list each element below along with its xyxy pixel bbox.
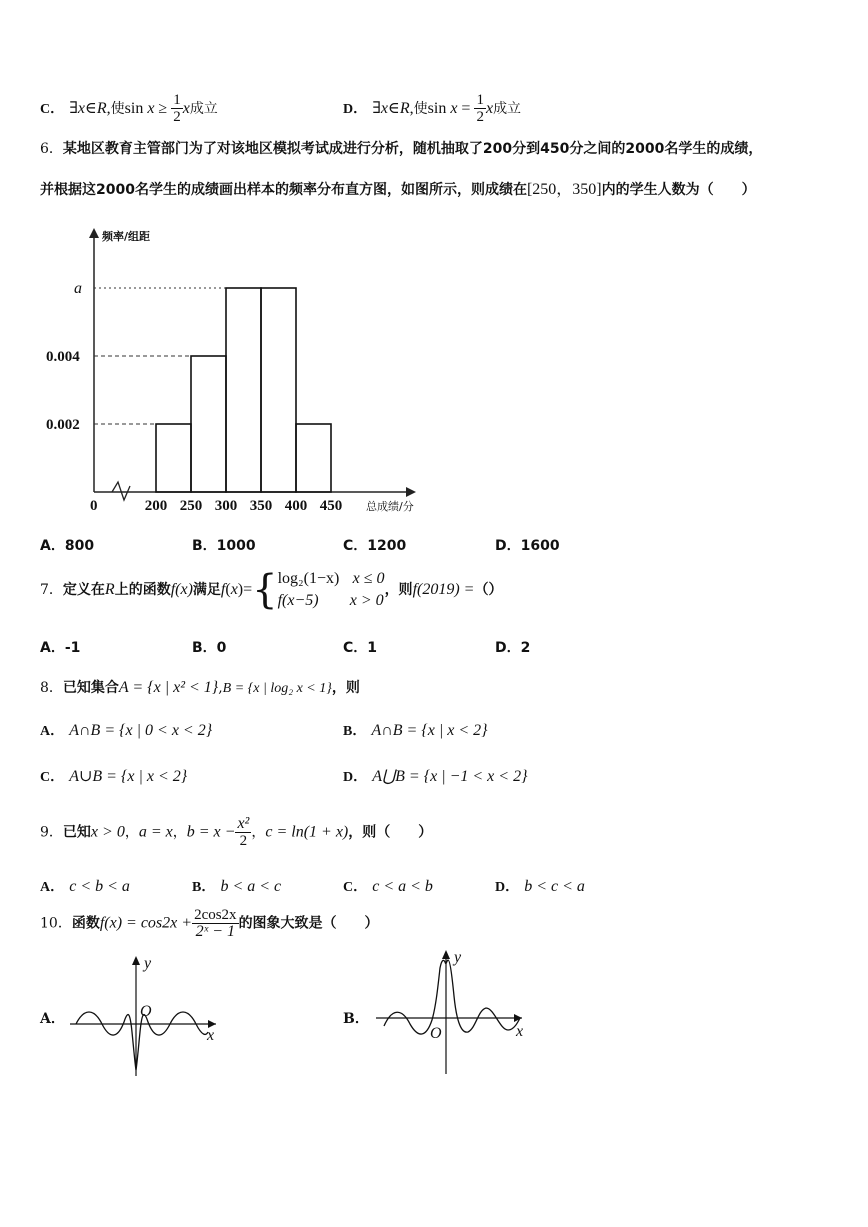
fraction: $\frac{1}{2}$	[476, 92, 484, 125]
piece-1: log₂(1−x)	[277, 570, 340, 587]
option-c: C．1200	[343, 538, 407, 554]
histogram-bar	[191, 356, 226, 492]
option-label: C．	[40, 770, 65, 785]
question-text: 已知集合	[62, 680, 119, 696]
histogram-bar	[226, 288, 261, 492]
y-tick-label: 0.004	[46, 349, 80, 365]
question-number: 7．	[40, 582, 63, 598]
y-arrow-icon	[89, 228, 99, 238]
histogram-bar	[156, 424, 191, 492]
numerator: x²	[237, 815, 250, 832]
set-b: B = {x | log₂ x < 1}	[222, 681, 332, 696]
math-text: ∃x∈R,	[372, 100, 414, 117]
math-text: b = x −	[186, 823, 236, 841]
option-label: C．	[40, 102, 65, 117]
origin-label: O	[140, 1003, 152, 1020]
fraction: $\frac{1}{2}$	[173, 92, 181, 125]
x-tick-label: 350	[249, 498, 273, 514]
option-value: A∩B = {x | x < 2}	[371, 722, 488, 739]
cn-text: 成立	[189, 101, 218, 117]
option-b: B．0	[192, 640, 227, 656]
y-tick-label: 0.002	[46, 417, 80, 433]
question-text: 并根据这2000名学生的成绩画出样本的频率分布直方图，如图所示，则成绩在	[40, 182, 527, 198]
option-c: C． c < a < b	[343, 878, 433, 895]
question-number: 8．	[40, 680, 63, 696]
cond-2: x > 0	[349, 592, 384, 609]
graph-b-label: B．	[343, 1011, 369, 1027]
set-a: A = {x | x² < 1}	[118, 679, 219, 696]
cn-text: 使	[110, 101, 125, 117]
question-text: 满足	[192, 582, 221, 598]
axis-break-icon	[112, 482, 130, 500]
option-a: A．800	[40, 538, 95, 554]
histogram-bar	[296, 424, 331, 492]
question-text: 已知	[62, 824, 91, 841]
x-tick-label: 0	[90, 498, 98, 514]
option-value: A⋃B = {x | −1 < x < 2}	[372, 768, 528, 785]
q8-option-a	[40, 720, 212, 740]
x-tick-label: 200	[144, 498, 168, 514]
question-text: 内的学生人数为（ ）	[601, 182, 756, 198]
math-text: x	[485, 100, 494, 117]
interval: [250，350]	[526, 181, 602, 198]
q5-option-d	[343, 92, 521, 125]
question-text: ，则（ ）	[348, 824, 433, 841]
y-arrow-icon	[442, 950, 450, 959]
question-text: ，则	[384, 582, 413, 598]
option-label: B．	[343, 724, 367, 739]
question-text: 定义在	[62, 582, 105, 598]
graph-b	[374, 946, 534, 1078]
x-tick-label: 250	[179, 498, 203, 514]
x-axis-label: x	[207, 1027, 215, 1044]
histogram-bar	[261, 288, 296, 492]
y-axis-label: y	[144, 955, 152, 972]
option-d: D．1600	[495, 538, 560, 554]
option-a: A．-1	[40, 640, 81, 656]
question-text: 的图象大致是（ ）	[238, 915, 379, 932]
y-tick-label: a	[74, 280, 82, 297]
piecewise	[278, 568, 385, 612]
y-axis-title: 频率/组距	[102, 230, 151, 243]
math-text: sin x ≥	[124, 100, 172, 117]
fraction	[235, 816, 251, 849]
option-value: A∩B = {x | 0 < x < 2}	[69, 722, 213, 739]
q8-stem: 8．已知集合A = {x | x² < 1},B = {x | log₂ x < 1}，则	[40, 679, 360, 696]
math-text: f(2019) =	[412, 581, 475, 598]
question-number: 6．	[40, 141, 63, 157]
q8-option-d	[343, 766, 527, 786]
x-tick-label: 400	[284, 498, 308, 514]
cond-1: x ≤ 0	[352, 570, 385, 587]
q7-stem	[40, 568, 502, 612]
q10-stem	[40, 907, 379, 940]
curve-b	[384, 960, 520, 1034]
x-arrow-icon	[406, 487, 416, 497]
math-text: f	[220, 581, 226, 598]
fraction	[192, 907, 239, 940]
question-text: 函数	[71, 915, 100, 932]
option-value: A∪B = {x | x < 2}	[69, 768, 188, 785]
math-text: f(x) = cos2x +	[99, 914, 193, 932]
option-c: C．1	[343, 640, 378, 656]
denominator: 2ˣ − 1	[195, 923, 235, 940]
numerator: 2cos2x	[194, 907, 237, 923]
question-text: ，则	[331, 680, 360, 696]
q5-option-c	[40, 92, 218, 125]
cn-text: 使	[413, 101, 428, 117]
cn-text: 成立	[493, 101, 522, 117]
piece-2: f(x−5)	[277, 592, 319, 609]
frequency-histogram	[40, 220, 430, 520]
y-arrow-icon	[132, 956, 140, 965]
x-tick-label: 300	[214, 498, 238, 514]
question-number: 10．	[40, 915, 72, 932]
origin-label: O	[430, 1025, 442, 1042]
brace: {	[252, 567, 278, 613]
option-label: D．	[343, 102, 368, 117]
y-axis-label: y	[454, 949, 462, 966]
math-text: f(x)	[170, 581, 193, 598]
option-d: D．2	[495, 640, 531, 656]
x-axis-label: x	[516, 1023, 524, 1040]
math-text: ∃x∈R,	[69, 100, 111, 117]
question-number: 9．	[40, 824, 63, 841]
q6-line2	[40, 176, 756, 199]
question-text: （）	[474, 582, 503, 598]
x-tick-label: 450	[319, 498, 343, 514]
option-b: B． b < a < c	[192, 878, 282, 895]
option-a: A． c < b < a	[40, 878, 130, 895]
x-axis-title: 总成绩/分	[366, 500, 414, 513]
question-text: 某地区教育主管部门为了对该地区模拟考试成进行分析，随机抽取了200分到450分之间的2000名学生的成绩，	[62, 141, 763, 157]
graph-a-label: A．	[40, 1011, 65, 1027]
graph-a	[68, 952, 228, 1082]
denominator: 2	[239, 833, 248, 849]
curve-a	[76, 1012, 208, 1070]
math-text: R	[104, 581, 115, 598]
q8-option-b	[343, 720, 488, 740]
math-text: c = ln(1 + x)	[265, 823, 349, 841]
q9-stem: 9．已知x > 0，a = x，b = x − $\frac{\text{x²}}{2}$ ，c = ln(1 + x)，则（ ）	[40, 815, 433, 849]
math-text: (x)=	[225, 581, 253, 598]
math-text: x > 0	[90, 823, 125, 841]
question-text: 上的函数	[114, 582, 171, 598]
option-label: A．	[40, 724, 65, 739]
math-text: a = x	[138, 823, 173, 841]
option-b: B．1000	[192, 538, 256, 554]
q8-option-c	[40, 766, 187, 786]
q6-line1	[40, 138, 762, 158]
math-text: x	[182, 100, 190, 117]
math-text: sin x =	[427, 100, 475, 117]
option-d: D． b < c < a	[495, 878, 585, 895]
option-label: D．	[343, 770, 368, 785]
